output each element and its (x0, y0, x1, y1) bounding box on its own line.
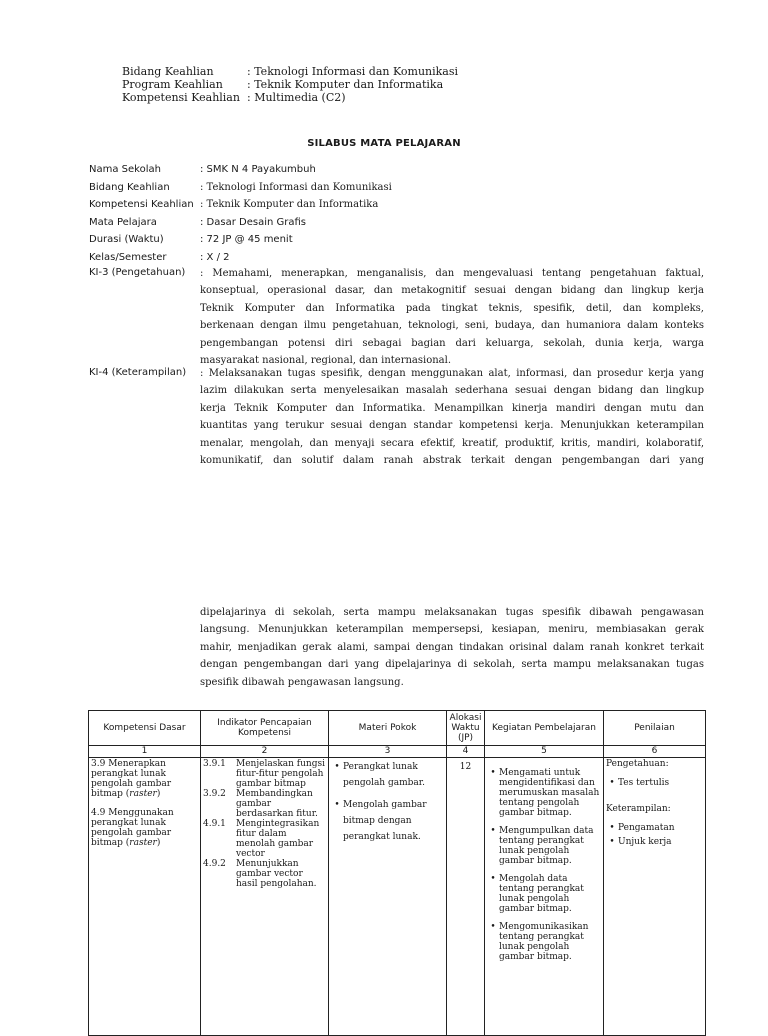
info-key: Bidang Keahlian (89, 181, 170, 193)
ki4-line: kerja Teknik Komputer dan Informatika. Menampilkan kinerja mandiri dengan mutu dan (200, 402, 704, 414)
ki3-line: berkenaan dengan ilmu pengetahuan, teknologi, seni, budaya, dan humaniora dalam konteks (200, 320, 704, 332)
table-header: Kegiatan Pembelajaran (485, 711, 604, 746)
header-row (122, 65, 458, 78)
ki4-line: : Melaksanakan tugas spesifik, dengan menggunakan alat, informasi, dan prosedur kerja yang (200, 368, 704, 379)
ki4-line: kuantitas yang terukur sesuai dengan standar kompetensi kerja. Menunjukkan keterampilan (200, 420, 704, 432)
info-key: Kompetensi Keahlian (89, 199, 194, 210)
column-number: 2 (201, 746, 329, 758)
table-header: Materi Pokok (329, 711, 447, 746)
info-row (89, 179, 392, 197)
header-key: Bidang Keahlian (122, 65, 214, 78)
info-row (89, 196, 392, 214)
column-number: 3 (329, 746, 447, 758)
ki4-text-continued (200, 604, 704, 691)
info-value: : X / 2 (200, 251, 230, 263)
penilaian-cell (604, 758, 706, 1036)
table-header-row (89, 711, 706, 746)
info-key: Durasi (Waktu) (89, 234, 164, 245)
document-header (122, 65, 458, 104)
header-value: : Multimedia (C2) (247, 91, 346, 104)
ki3-line: Teknik Komputer dan Informatika pada tingkat teknis, spesifik, detil, dan kompleks, (200, 302, 704, 314)
bullet-icon: • (490, 922, 496, 932)
kompetensi-dasar-cell (89, 758, 201, 1036)
kegiatan-cell (485, 758, 604, 1036)
info-value: : Teknik Komputer dan Informatika (200, 199, 379, 210)
kd-item: 4.9 Menggunakan perangkat lunak pengolah gambar bitmap (raster) (91, 808, 174, 848)
ki3-label: KI-3 (Pengetahuan) (89, 267, 186, 278)
ki4-label: KI-4 (Keterampilan) (89, 367, 187, 378)
kd-item: 3.9 Menerapkan perangkat lunak pengolah gambar bitmap (raster) (91, 759, 172, 799)
list-item: • Pengamatan (606, 823, 703, 833)
ki3-line: : Memahami, menerapkan, menganalisis, dan mengevaluasi tentang pengetahuan faktual, (200, 268, 704, 279)
ki4-line: komunikatif, dan solutif dalam ranah abstrak terkait dengan pengembangan dari yang (200, 455, 704, 467)
table-header: Penilaian (604, 711, 706, 746)
ki4-line: lazim dilakukan serta menyelesaikan masalah sederhana sesuai dengan bidang dan lingkup (200, 385, 704, 397)
list-item: • Unjuk kerja (606, 837, 703, 847)
table-header: Indikator Pencapaian Kompetensi (201, 711, 329, 746)
ki3-line: pengembangan potensi diri sebagai bagian dari keluarga, sekolah, dunia kerja, warga (200, 337, 704, 349)
bullet-icon: • (334, 800, 340, 810)
indicator-item: 4.9.1 Mengintegrasikan fitur dalam menolah gambar vector (203, 819, 320, 859)
bullet-icon: • (609, 823, 615, 833)
info-key: Kelas/Semester (89, 251, 167, 263)
list-item: • Mengolah gambar bitmap dengan perangkat lunak. (331, 797, 444, 845)
alokasi-cell: 12 (447, 758, 485, 1036)
header-row (122, 91, 458, 104)
info-value: : SMK N 4 Payakumbuh (200, 164, 316, 175)
indicator-item: 4.9.2 Menunjukkan gambar vector hasil pengolahan. (203, 859, 317, 889)
ki4-cont-line: spesifik dibawah pengawasan langsung. (200, 676, 404, 688)
indicator-item: 3.9.1 Menjelaskan fungsi fitur-fitur pengolah gambar bitmap (203, 759, 325, 789)
column-number: 4 (447, 746, 485, 758)
syllabus-table (88, 710, 706, 1036)
table-header: Kompetensi Dasar (89, 711, 201, 746)
list-item: • Tes tertulis (606, 778, 703, 788)
info-row (89, 161, 392, 179)
list-item: • Perangkat lunak pengolah gambar. (331, 759, 444, 791)
bullet-icon: • (490, 768, 496, 778)
ki3-text (200, 265, 704, 369)
header-value: : Teknologi Informasi dan Komunikasi (247, 65, 459, 78)
indikator-cell (201, 758, 329, 1036)
info-block (89, 161, 392, 266)
bullet-icon: • (334, 762, 340, 772)
header-key: Program Keahlian (122, 78, 223, 91)
info-value: : Dasar Desain Grafis (200, 216, 306, 228)
table-header: Alokasi Waktu (JP) (447, 711, 485, 746)
list-item: • Mengolah data tentang perangkat lunak pengolah gambar bitmap. (487, 874, 601, 914)
info-value: : 72 JP @ 45 menit (200, 234, 293, 245)
bullet-icon: • (490, 826, 496, 836)
ki4-text (200, 365, 704, 469)
info-value: : Teknologi Informasi dan Komunikasi (200, 181, 392, 193)
bullet-icon: • (609, 778, 615, 788)
info-row (89, 249, 392, 267)
header-key: Kompetensi Keahlian (122, 91, 240, 104)
info-key: Nama Sekolah (89, 164, 161, 175)
table-row (89, 758, 706, 1036)
column-number: 6 (604, 746, 706, 758)
list-item: • Mengumpulkan data tentang perangkat lunak pengolah gambar bitmap. (487, 826, 601, 866)
bullet-icon: • (609, 837, 615, 847)
ki4-cont-line: mahir, menjadikan gerak alami, sampai dengan tindakan orisinal dalam ranah konkret terkait (200, 641, 704, 653)
materi-pokok-cell (329, 758, 447, 1036)
indicator-item: 3.9.2 Membandingkan gambar berdasarkan fitur. (203, 789, 318, 819)
ki4-cont-line: dipelajarinya di sekolah, serta mampu melaksanakan tugas spesifik dibawah pengawasan (200, 607, 704, 618)
ki4-cont-line: langsung. Menunjukkan keterampilan mempersepsi, kesiapan, meniru, membiasakan gerak (200, 624, 704, 636)
keterampilan-label: Keterampilan: (606, 804, 671, 814)
info-row (89, 231, 392, 249)
ki3-line: konseptual, operasional dasar, dan metakognitif sesuai dengan bidang dan lingkup kerja (200, 285, 704, 297)
column-number: 5 (485, 746, 604, 758)
list-item: • Mengomunikasikan tentang perangkat lunak pengolah gambar bitmap. (487, 922, 601, 962)
table-number-row (89, 746, 706, 758)
ki4-cont-line: dengan pengembangan dari yang dipelajarinya di sekolah, serta mampu melaksanakan tugas (200, 659, 704, 671)
ki3-line: masyarakat nasional, regional, dan internasional. (200, 355, 452, 367)
header-row (122, 78, 458, 91)
column-number: 1 (89, 746, 201, 758)
ki4-line: menalar, mengolah, dan menyaji secara efektif, kreatif, produktif, kritis, mandiri, kolaboratif, (200, 437, 704, 449)
info-row (89, 214, 392, 232)
info-key: Mata Pelajara (89, 216, 157, 228)
bullet-icon: • (490, 874, 496, 884)
header-value: : Teknik Komputer dan Informatika (247, 78, 444, 91)
pengetahuan-label: Pengetahuan: (606, 759, 669, 769)
document-title: SILABUS MATA PELAJARAN (307, 138, 461, 149)
list-item: • Mengamati untuk mengidentifikasi dan merumuskan masalah tentang pengolah gambar bitmap. (487, 768, 601, 818)
